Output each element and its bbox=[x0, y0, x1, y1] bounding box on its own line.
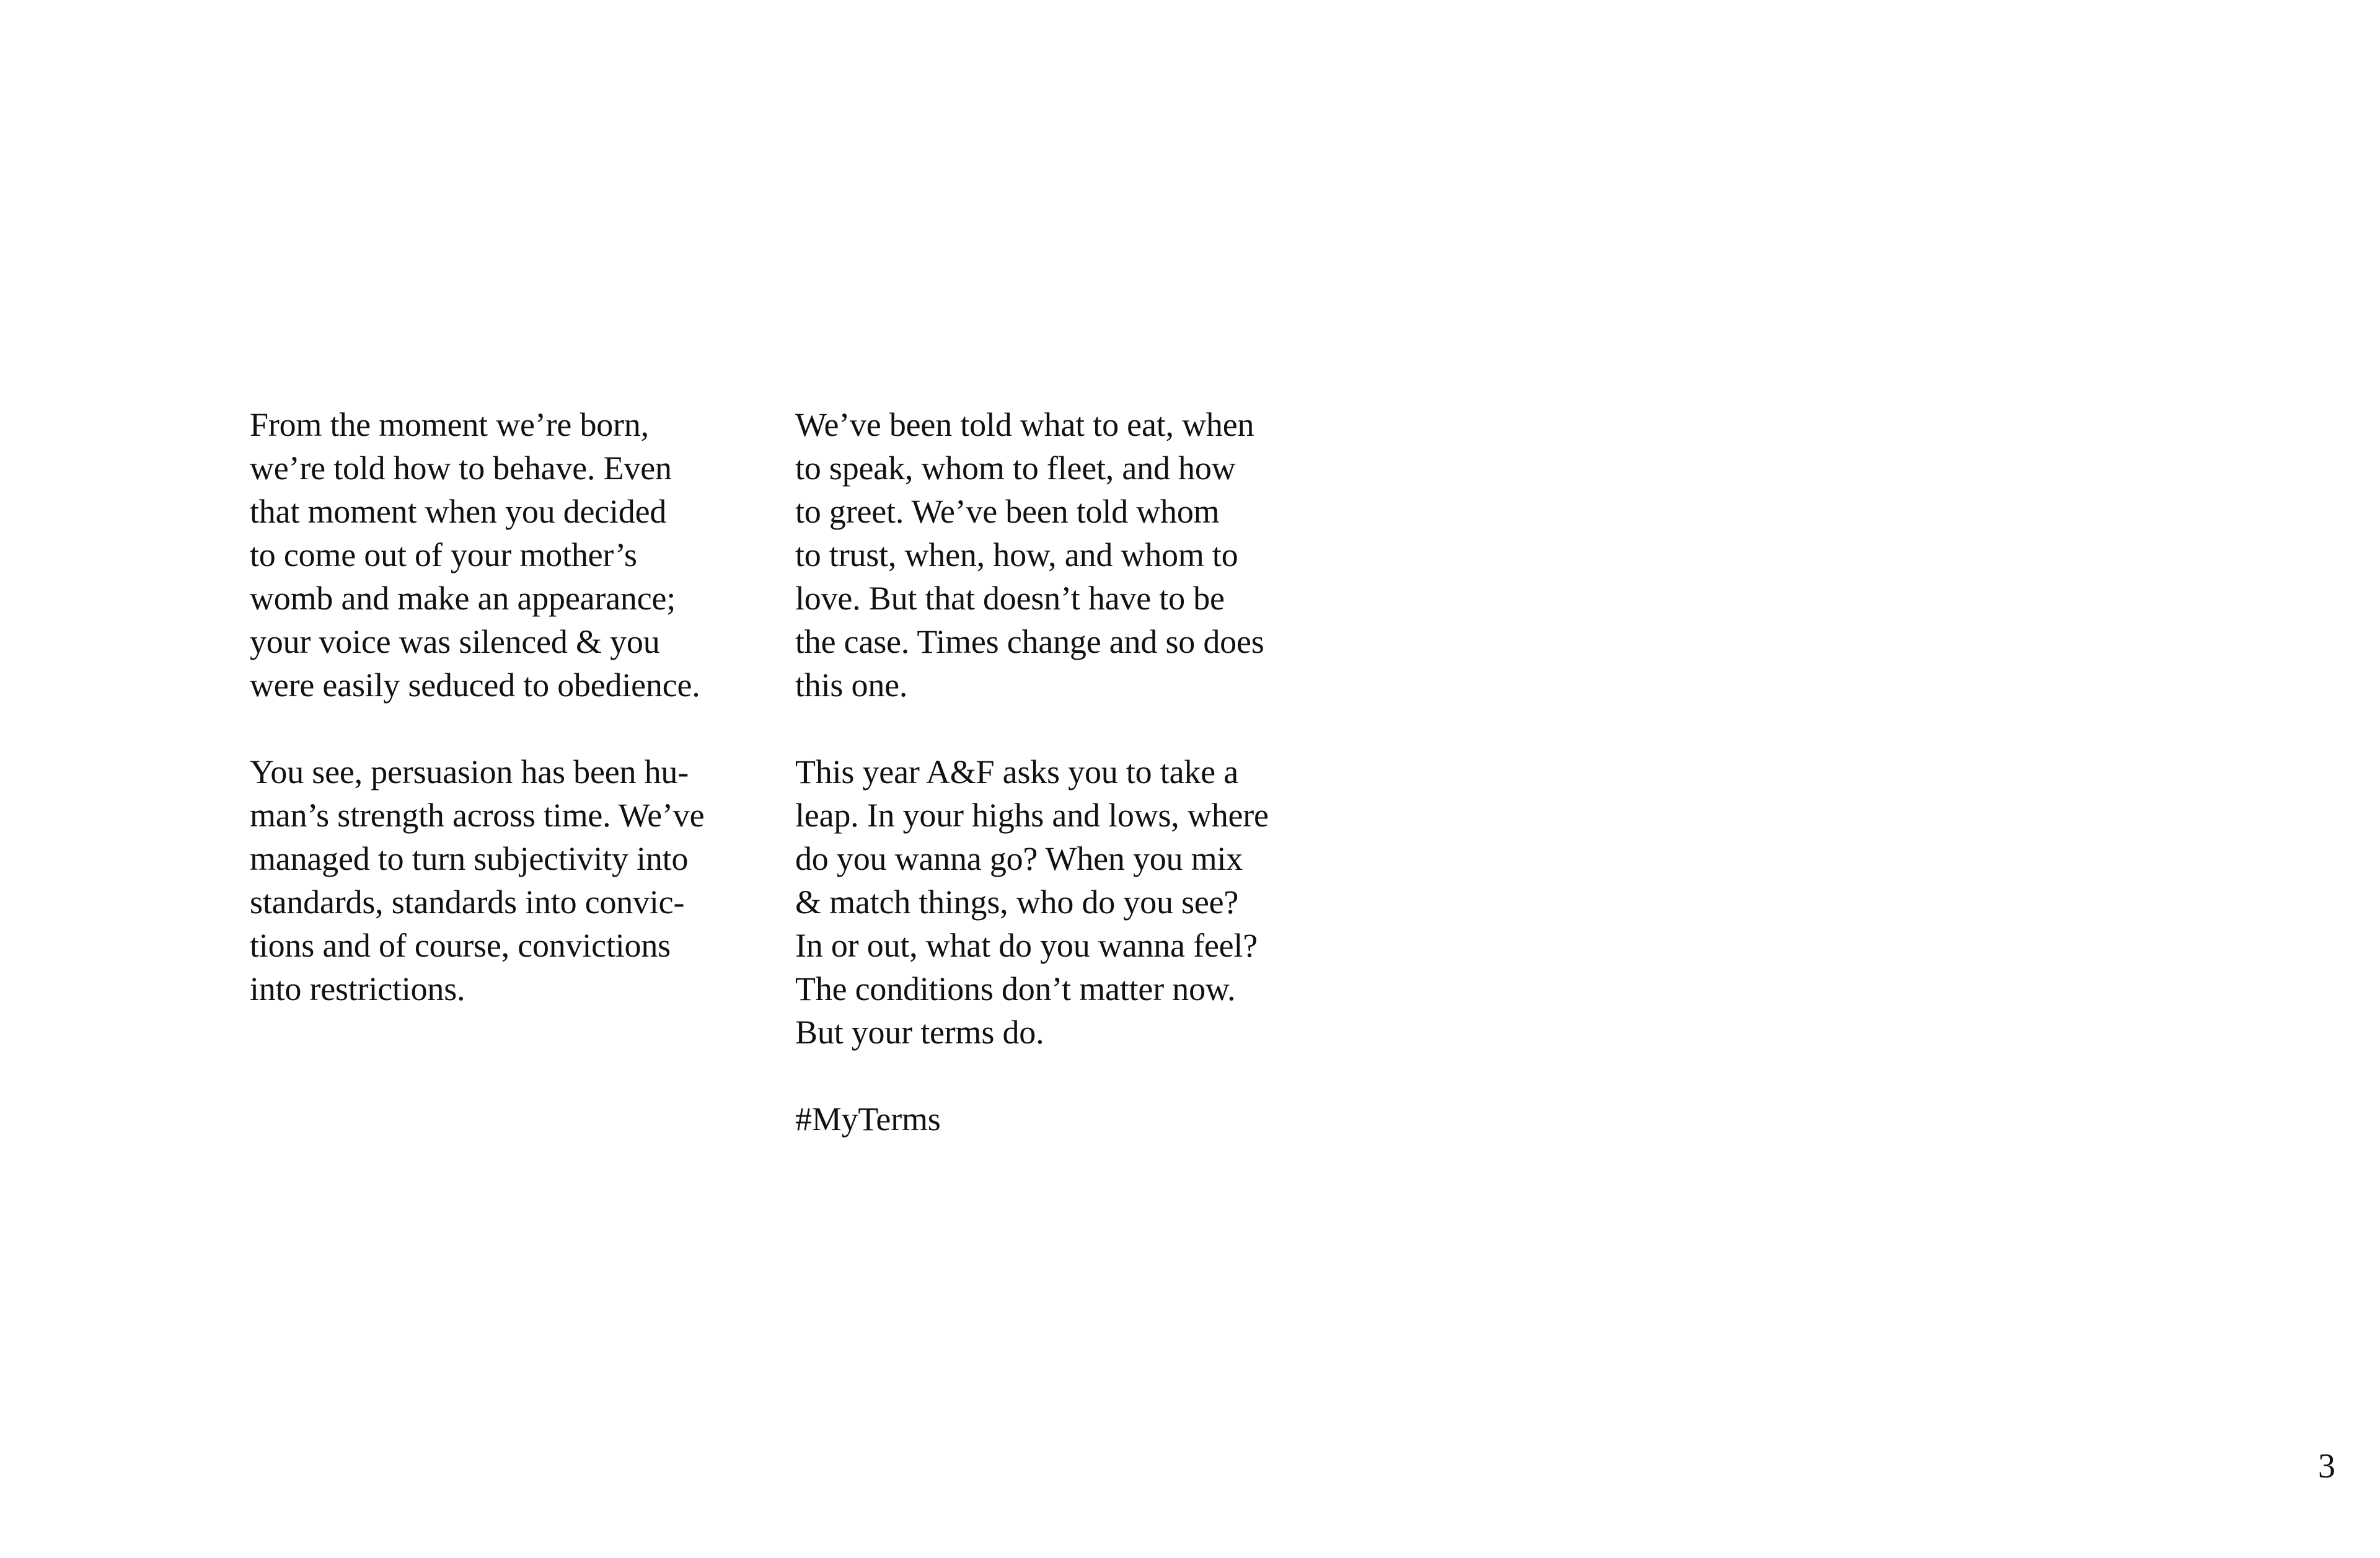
text-line: into restrictions. bbox=[250, 970, 465, 1007]
text-line: your voice was silenced & you bbox=[250, 623, 660, 660]
text-line: to speak, whom to fleet, and how bbox=[795, 449, 1236, 487]
text-line: We’ve been told what to eat, when bbox=[795, 406, 1254, 443]
text-line: You see, persuasion has been hu- bbox=[250, 753, 689, 790]
text-line: man’s strength across time. We’ve bbox=[250, 797, 705, 834]
paragraph-spacer bbox=[795, 707, 1303, 750]
hashtag-paragraph bbox=[795, 1097, 1303, 1141]
text-line: & match things, who do you see? bbox=[795, 883, 1239, 921]
hashtag-text: #MyTerms bbox=[795, 1100, 941, 1138]
text-line: This year A&F asks you to take a bbox=[795, 753, 1238, 790]
paragraph-told bbox=[795, 403, 1303, 707]
text-line: leap. In your highs and lows, where bbox=[795, 797, 1269, 834]
text-line: standards, standards into convic- bbox=[250, 883, 685, 921]
text-line: were easily seduced to obedience. bbox=[250, 666, 700, 704]
text-line: The conditions don’t matter now. bbox=[795, 970, 1236, 1007]
right-text-column bbox=[795, 403, 1303, 1141]
paragraph-spacer bbox=[795, 1054, 1303, 1097]
text-line: managed to turn subjectivity into bbox=[250, 840, 689, 877]
text-line: to come out of your mother’s bbox=[250, 536, 637, 573]
text-line: to trust, when, how, and whom to bbox=[795, 536, 1238, 573]
text-line: do you wanna go? When you mix bbox=[795, 840, 1243, 877]
text-line: From the moment we’re born, bbox=[250, 406, 649, 443]
paragraph-this-year bbox=[795, 750, 1303, 1054]
text-line: In or out, what do you wanna feel? bbox=[795, 927, 1258, 964]
text-line: this one. bbox=[795, 666, 908, 704]
text-line: we’re told how to behave. Even bbox=[250, 449, 672, 487]
left-text-column bbox=[250, 403, 758, 1011]
page-number: 3 bbox=[2318, 1447, 2335, 1485]
text-line: womb and make an appearance; bbox=[250, 580, 676, 617]
paragraph-childhood bbox=[250, 403, 758, 707]
paragraph-persuasion bbox=[250, 750, 758, 1011]
text-line: that moment when you decided bbox=[250, 493, 667, 530]
text-line: tions and of course, convictions bbox=[250, 927, 671, 964]
paragraph-spacer bbox=[250, 707, 758, 750]
text-line: the case. Times change and so does bbox=[795, 623, 1264, 660]
text-line: But your terms do. bbox=[795, 1014, 1044, 1051]
text-line: love. But that doesn’t have to be bbox=[795, 580, 1225, 617]
text-line: to greet. We’ve been told whom bbox=[795, 493, 1220, 530]
